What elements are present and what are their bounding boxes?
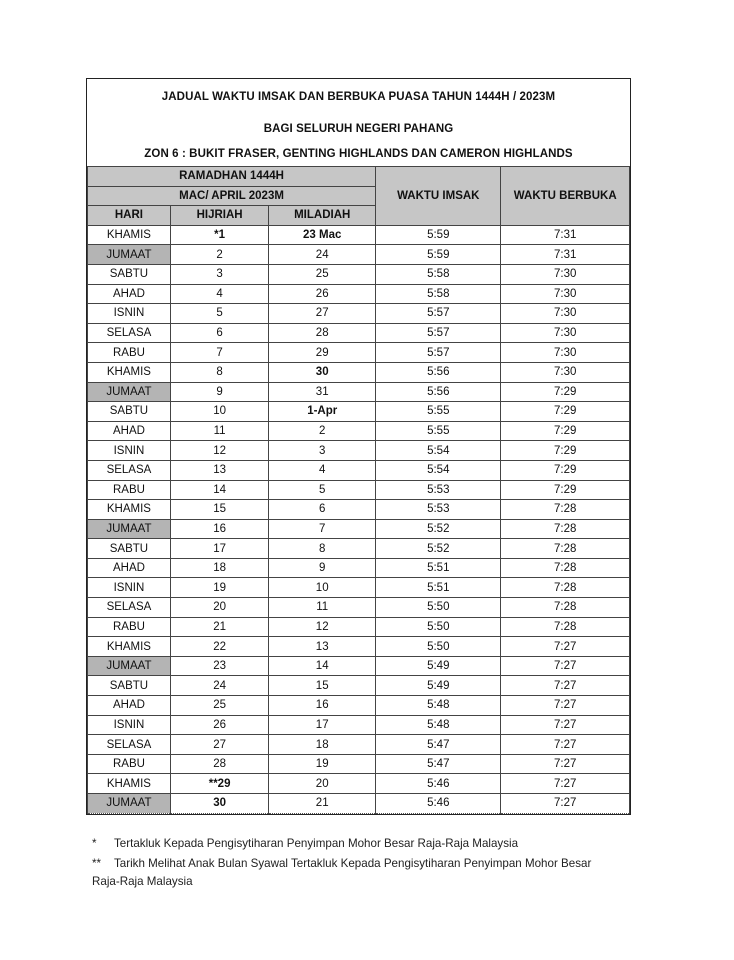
hari-cell: SELASA — [88, 460, 171, 480]
table-row — [88, 696, 630, 716]
berbuka-cell: 7:31 — [501, 225, 630, 245]
miladiah-cell: 18 — [269, 735, 376, 755]
imsak-cell: 5:49 — [376, 656, 501, 676]
hijriah-cell: 25 — [170, 696, 268, 716]
table-row — [88, 264, 630, 284]
imsak-cell: 5:52 — [376, 539, 501, 559]
hari-cell: AHAD — [88, 421, 171, 441]
imsak-cell: 5:47 — [376, 735, 501, 755]
berbuka-cell: 7:30 — [501, 343, 630, 363]
imsak-cell: 5:57 — [376, 323, 501, 343]
miladiah-cell: 17 — [269, 715, 376, 735]
hijriah-cell: 18 — [170, 558, 268, 578]
miladiah-cell: 2 — [269, 421, 376, 441]
table-row — [88, 676, 630, 696]
imsak-cell: 5:52 — [376, 519, 501, 539]
berbuka-cell: 7:29 — [501, 402, 630, 422]
imsak-cell: 5:50 — [376, 637, 501, 657]
hijriah-cell: 13 — [170, 460, 268, 480]
hari-cell: KHAMIS — [88, 225, 171, 245]
table-row — [88, 421, 630, 441]
hijriah-cell: 8 — [170, 362, 268, 382]
table-row — [88, 500, 630, 520]
berbuka-cell: 7:27 — [501, 735, 630, 755]
miladiah-cell: 5 — [269, 480, 376, 500]
hari-cell: RABU — [88, 343, 171, 363]
berbuka-cell: 7:29 — [501, 382, 630, 402]
miladiah-cell: 3 — [269, 441, 376, 461]
hari-cell: SELASA — [88, 323, 171, 343]
table-row — [88, 225, 630, 245]
imsak-cell: 5:54 — [376, 460, 501, 480]
footnote-text: Tertakluk Kepada Pengisytiharan Penyimpan Mohor Besar Raja-Raja Malaysia — [114, 837, 519, 850]
berbuka-header: WAKTU BERBUKA — [501, 167, 630, 226]
table-row — [88, 637, 630, 657]
hari-cell: KHAMIS — [88, 362, 171, 382]
miladiah-cell: 24 — [269, 245, 376, 265]
berbuka-cell: 7:28 — [501, 558, 630, 578]
table-row — [88, 598, 630, 618]
miladiah-cell: 19 — [269, 754, 376, 774]
hari-cell: JUMAAT — [88, 519, 171, 539]
berbuka-cell: 7:28 — [501, 539, 630, 559]
hijriah-cell: *1 — [170, 225, 268, 245]
hari-header: HARI — [88, 206, 171, 226]
imsak-cell: 5:57 — [376, 343, 501, 363]
miladiah-cell: 13 — [269, 637, 376, 657]
hijriah-cell: 20 — [170, 598, 268, 618]
hari-cell: SABTU — [88, 264, 171, 284]
berbuka-cell: 7:27 — [501, 637, 630, 657]
imsak-cell: 5:49 — [376, 676, 501, 696]
miladiah-cell: 12 — [269, 617, 376, 637]
berbuka-cell: 7:28 — [501, 578, 630, 598]
imsak-cell: 5:59 — [376, 245, 501, 265]
hijriah-cell: 23 — [170, 656, 268, 676]
hijriah-cell: 11 — [170, 421, 268, 441]
hari-cell: KHAMIS — [88, 637, 171, 657]
berbuka-cell: 7:27 — [501, 676, 630, 696]
hari-cell: AHAD — [88, 696, 171, 716]
imsak-cell: 5:53 — [376, 500, 501, 520]
berbuka-cell: 7:29 — [501, 480, 630, 500]
berbuka-cell: 7:28 — [501, 500, 630, 520]
imsak-cell: 5:48 — [376, 715, 501, 735]
berbuka-cell: 7:27 — [501, 774, 630, 794]
table-row — [88, 343, 630, 363]
berbuka-cell: 7:27 — [501, 696, 630, 716]
hari-cell: JUMAAT — [88, 245, 171, 265]
imsak-cell: 5:56 — [376, 362, 501, 382]
table-row — [88, 754, 630, 774]
table-row — [88, 323, 630, 343]
imsak-cell: 5:58 — [376, 264, 501, 284]
footnotes — [92, 835, 652, 893]
miladiah-cell: 9 — [269, 558, 376, 578]
footnote-mark: ** — [92, 857, 102, 870]
berbuka-cell: 7:28 — [501, 617, 630, 637]
hijriah-cell: 12 — [170, 441, 268, 461]
table-row — [88, 304, 630, 324]
hari-cell: ISNIN — [88, 715, 171, 735]
miladiah-header: MILADIAH — [269, 206, 376, 226]
miladiah-cell: 4 — [269, 460, 376, 480]
ramadhan-header: RAMADHAN 1444H — [88, 167, 376, 187]
miladiah-cell: 30 — [269, 362, 376, 382]
table-row — [88, 402, 630, 422]
miladiah-cell: 29 — [269, 343, 376, 363]
miladiah-cell: 25 — [269, 264, 376, 284]
table-row — [88, 558, 630, 578]
hijriah-cell: **29 — [170, 774, 268, 794]
imsak-cell: 5:55 — [376, 421, 501, 441]
hijriah-cell: 15 — [170, 500, 268, 520]
miladiah-cell: 27 — [269, 304, 376, 324]
imsak-cell: 5:56 — [376, 382, 501, 402]
hari-cell: RABU — [88, 480, 171, 500]
imsak-cell: 5:48 — [376, 696, 501, 716]
miladiah-cell: 8 — [269, 539, 376, 559]
miladiah-cell: 6 — [269, 500, 376, 520]
hari-cell: SELASA — [88, 735, 171, 755]
berbuka-cell: 7:27 — [501, 656, 630, 676]
berbuka-cell: 7:27 — [501, 754, 630, 774]
footnote-mark: * — [92, 837, 97, 850]
berbuka-cell: 7:29 — [501, 441, 630, 461]
imsak-cell: 5:54 — [376, 441, 501, 461]
berbuka-cell: 7:30 — [501, 284, 630, 304]
miladiah-cell: 31 — [269, 382, 376, 402]
berbuka-cell: 7:28 — [501, 598, 630, 618]
imsak-cell: 5:50 — [376, 617, 501, 637]
berbuka-cell: 7:27 — [501, 794, 630, 814]
hari-cell: KHAMIS — [88, 774, 171, 794]
miladiah-cell: 14 — [269, 656, 376, 676]
table-row — [88, 460, 630, 480]
hijriah-cell: 21 — [170, 617, 268, 637]
table-row — [88, 441, 630, 461]
table-row — [88, 774, 630, 794]
hari-cell: AHAD — [88, 284, 171, 304]
schedule-sheet — [86, 78, 631, 815]
berbuka-cell: 7:29 — [501, 460, 630, 480]
miladiah-cell: 15 — [269, 676, 376, 696]
berbuka-cell: 7:28 — [501, 519, 630, 539]
table-row — [88, 794, 630, 814]
hijriah-cell: 17 — [170, 539, 268, 559]
hijriah-cell: 16 — [170, 519, 268, 539]
miladiah-cell: 28 — [269, 323, 376, 343]
berbuka-cell: 7:29 — [501, 421, 630, 441]
hijriah-header: HIJRIAH — [170, 206, 268, 226]
miladiah-cell: 23 Mac — [269, 225, 376, 245]
miladiah-cell: 11 — [269, 598, 376, 618]
miladiah-cell: 20 — [269, 774, 376, 794]
table-row — [88, 735, 630, 755]
imsak-cell: 5:47 — [376, 754, 501, 774]
hijriah-cell: 19 — [170, 578, 268, 598]
document-title: JADUAL WAKTU IMSAK DAN BERBUKA PUASA TAHUN 1444H / 2023M — [161, 91, 556, 103]
hijriah-cell: 7 — [170, 343, 268, 363]
hijriah-cell: 24 — [170, 676, 268, 696]
imsak-cell: 5:59 — [376, 225, 501, 245]
berbuka-cell: 7:30 — [501, 362, 630, 382]
miladiah-cell: 7 — [269, 519, 376, 539]
imsak-cell: 5:58 — [376, 284, 501, 304]
footnote-1 — [92, 835, 652, 853]
table-row — [88, 362, 630, 382]
schedule-table — [87, 166, 630, 814]
hijriah-cell: 3 — [170, 264, 268, 284]
hari-cell: JUMAAT — [88, 656, 171, 676]
miladiah-cell: 26 — [269, 284, 376, 304]
footnote-2 — [92, 855, 592, 891]
hijriah-cell: 9 — [170, 382, 268, 402]
imsak-cell: 5:51 — [376, 558, 501, 578]
table-row — [88, 578, 630, 598]
hari-cell: SABTU — [88, 539, 171, 559]
hijriah-cell: 5 — [170, 304, 268, 324]
berbuka-cell: 7:30 — [501, 264, 630, 284]
miladiah-cell: 21 — [269, 794, 376, 814]
hijriah-cell: 14 — [170, 480, 268, 500]
hijriah-cell: 10 — [170, 402, 268, 422]
table-row — [88, 617, 630, 637]
berbuka-cell: 7:30 — [501, 323, 630, 343]
berbuka-cell: 7:31 — [501, 245, 630, 265]
table-row — [88, 656, 630, 676]
hijriah-cell: 22 — [170, 637, 268, 657]
imsak-cell: 5:50 — [376, 598, 501, 618]
hijriah-cell: 2 — [170, 245, 268, 265]
zone-title: ZON 6 : BUKIT FRASER, GENTING HIGHLANDS DAN CAMERON HIGHLANDS — [144, 148, 573, 160]
hari-cell: AHAD — [88, 558, 171, 578]
table-row — [88, 382, 630, 402]
hari-cell: JUMAAT — [88, 794, 171, 814]
table-row — [88, 480, 630, 500]
imsak-cell: 5:51 — [376, 578, 501, 598]
month-header: MAC/ APRIL 2023M — [88, 186, 376, 206]
imsak-cell: 5:46 — [376, 774, 501, 794]
table-row — [88, 284, 630, 304]
hijriah-cell: 30 — [170, 794, 268, 814]
hari-cell: ISNIN — [88, 578, 171, 598]
hijriah-cell: 28 — [170, 754, 268, 774]
hari-cell: ISNIN — [88, 441, 171, 461]
hari-cell: SABTU — [88, 402, 171, 422]
hijriah-cell: 4 — [170, 284, 268, 304]
imsak-cell: 5:57 — [376, 304, 501, 324]
document-subtitle: BAGI SELURUH NEGERI PAHANG — [263, 123, 454, 135]
hijriah-cell: 27 — [170, 735, 268, 755]
imsak-header: WAKTU IMSAK — [376, 167, 501, 226]
schedule-body — [88, 225, 630, 813]
footnote-text: Tarikh Melihat Anak Bulan Syawal Tertakluk Kepada Pengisytiharan Penyimpan Mohor Besar Raja-Raja Malaysia — [92, 857, 592, 888]
table-row — [88, 245, 630, 265]
hijriah-cell: 26 — [170, 715, 268, 735]
berbuka-cell: 7:27 — [501, 715, 630, 735]
hari-cell: SABTU — [88, 676, 171, 696]
imsak-cell: 5:46 — [376, 794, 501, 814]
table-row — [88, 539, 630, 559]
hijriah-cell: 6 — [170, 323, 268, 343]
hari-cell: RABU — [88, 617, 171, 637]
berbuka-cell: 7:30 — [501, 304, 630, 324]
hari-cell: RABU — [88, 754, 171, 774]
hari-cell: JUMAAT — [88, 382, 171, 402]
hari-cell: ISNIN — [88, 304, 171, 324]
miladiah-cell: 16 — [269, 696, 376, 716]
miladiah-cell: 10 — [269, 578, 376, 598]
hari-cell: KHAMIS — [88, 500, 171, 520]
table-row — [88, 519, 630, 539]
miladiah-cell: 1-Apr — [269, 402, 376, 422]
hari-cell: SELASA — [88, 598, 171, 618]
imsak-cell: 5:55 — [376, 402, 501, 422]
imsak-cell: 5:53 — [376, 480, 501, 500]
table-row — [88, 715, 630, 735]
